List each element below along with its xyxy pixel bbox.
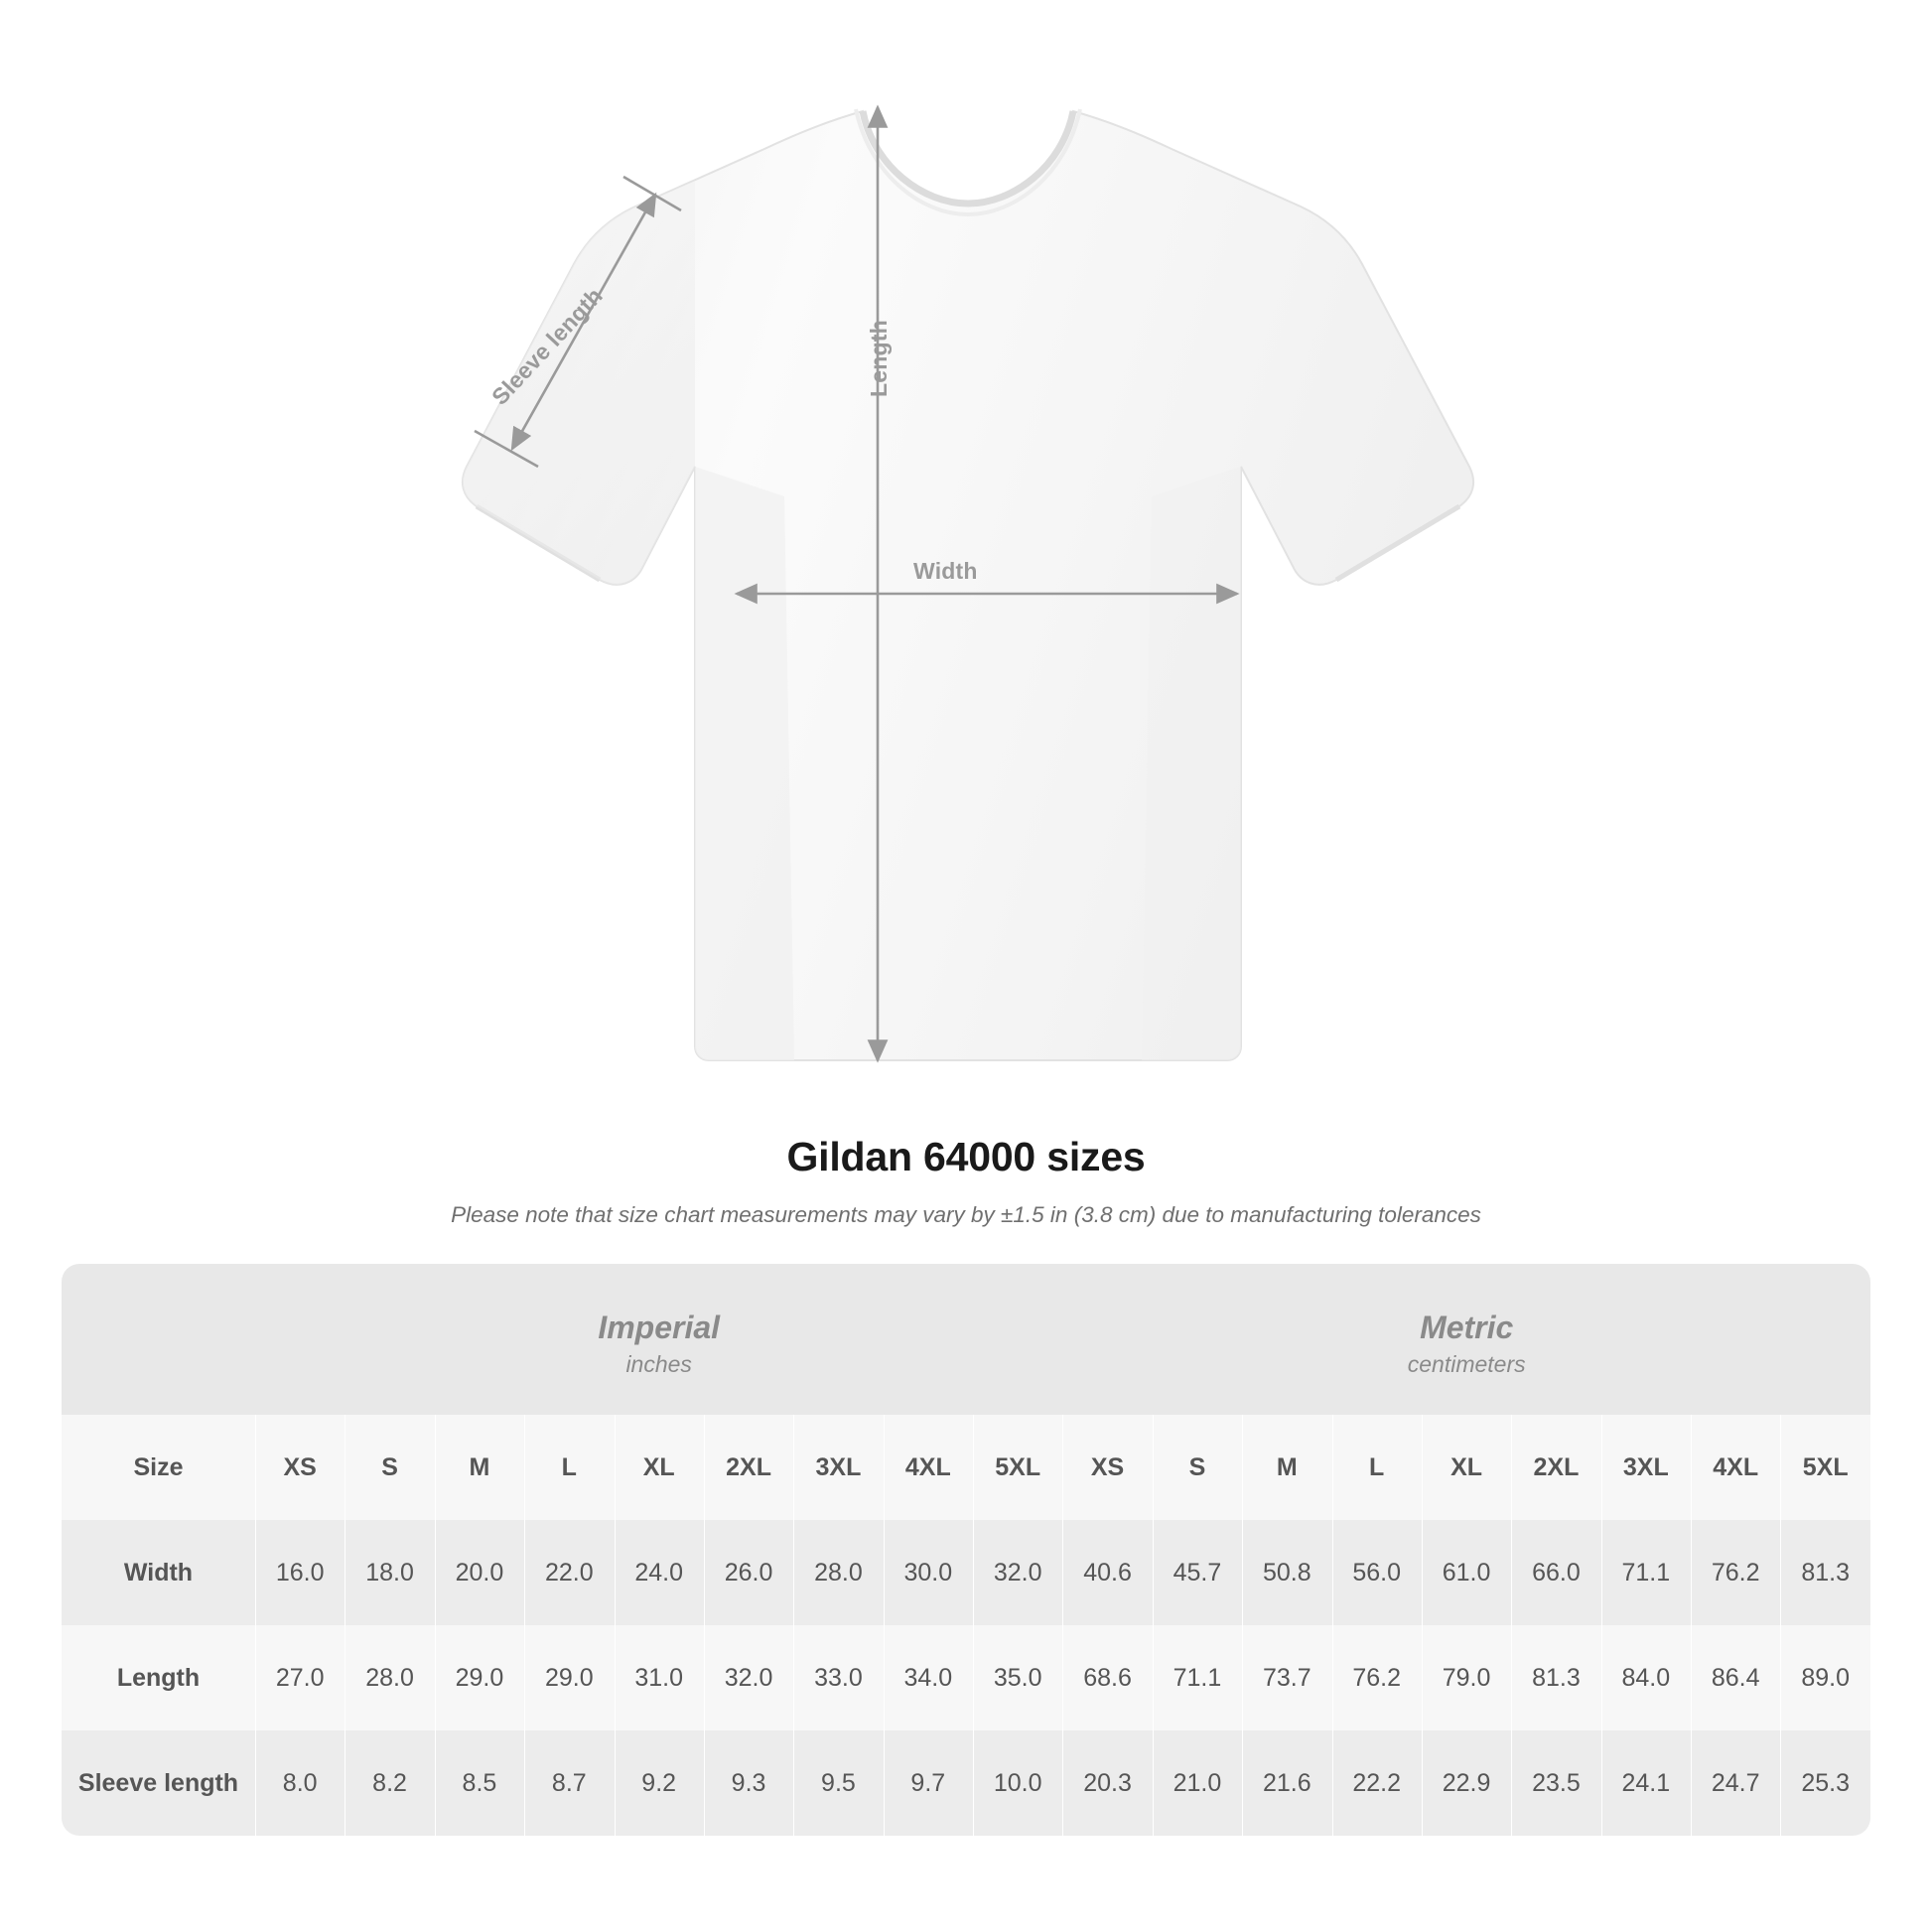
measurement-cell: 89.0 — [1780, 1625, 1870, 1730]
measurement-cell: 9.5 — [793, 1730, 883, 1836]
length-label: Length — [866, 320, 892, 397]
size-header-cell: S — [1153, 1415, 1242, 1520]
size-header-cell: L — [524, 1415, 614, 1520]
measurement-cell: 61.0 — [1422, 1520, 1511, 1625]
sleeve-length-label: Sleeve length — [486, 282, 608, 410]
size-header-cell: 2XL — [1511, 1415, 1600, 1520]
size-header-cell: 2XL — [704, 1415, 793, 1520]
tshirt-body-shape — [463, 109, 1473, 1060]
measurement-cell: 40.6 — [1062, 1520, 1152, 1625]
size-header-cell: 3XL — [1601, 1415, 1691, 1520]
size-header-cell: XL — [1422, 1415, 1511, 1520]
measurement-cell: 26.0 — [704, 1520, 793, 1625]
row-label: Width — [62, 1520, 255, 1625]
measurement-cell: 22.9 — [1422, 1730, 1511, 1836]
measurement-cell: 20.0 — [435, 1520, 524, 1625]
measurement-cell: 9.2 — [615, 1730, 704, 1836]
measurement-cell: 31.0 — [615, 1625, 704, 1730]
measurement-cell: 25.3 — [1780, 1730, 1870, 1836]
measurement-cell: 28.0 — [793, 1520, 883, 1625]
measurement-cell: 23.5 — [1511, 1730, 1600, 1836]
measurement-cell: 86.4 — [1691, 1625, 1780, 1730]
tolerance-note: Please note that size chart measurements may vary by ±1.5 in (3.8 cm) due to manufacturing tolerances — [451, 1202, 1481, 1227]
measurement-cell: 24.0 — [615, 1520, 704, 1625]
size-header-cell: M — [435, 1415, 524, 1520]
page-title: Gildan 64000 sizes — [786, 1134, 1146, 1179]
row-label: Length — [62, 1625, 255, 1730]
unit-header-row — [62, 1264, 1870, 1415]
measurement-cell: 24.1 — [1601, 1730, 1691, 1836]
table-row — [62, 1625, 1870, 1730]
measurement-cell: 8.0 — [255, 1730, 345, 1836]
measurement-cell: 30.0 — [884, 1520, 973, 1625]
measurement-cell: 24.7 — [1691, 1730, 1780, 1836]
size-header-cell: 5XL — [973, 1415, 1062, 1520]
width-label: Width — [913, 558, 978, 584]
measurement-cell: 71.1 — [1601, 1520, 1691, 1625]
measurement-cell: 81.3 — [1511, 1625, 1600, 1730]
measurement-cell: 16.0 — [255, 1520, 345, 1625]
size-header-cell: XS — [255, 1415, 345, 1520]
size-header-cell: 4XL — [884, 1415, 973, 1520]
size-header-row — [62, 1415, 1870, 1520]
size-header-cell: M — [1242, 1415, 1331, 1520]
table-row — [62, 1520, 1870, 1625]
measurement-cell: 9.3 — [704, 1730, 793, 1836]
title-block — [0, 1134, 1932, 1228]
measurement-cell: 21.6 — [1242, 1730, 1331, 1836]
measurement-cell: 79.0 — [1422, 1625, 1511, 1730]
measurement-cell: 66.0 — [1511, 1520, 1600, 1625]
measurement-cell: 32.0 — [973, 1520, 1062, 1625]
measurement-cell: 18.0 — [345, 1520, 434, 1625]
measurement-cell: 73.7 — [1242, 1625, 1331, 1730]
size-header-cell: XS — [1062, 1415, 1152, 1520]
measurement-cell: 27.0 — [255, 1625, 345, 1730]
measurement-cell: 45.7 — [1153, 1520, 1242, 1625]
measurement-cell: 9.7 — [884, 1730, 973, 1836]
size-header-cell: 4XL — [1691, 1415, 1780, 1520]
measurement-cell: 50.8 — [1242, 1520, 1331, 1625]
measurement-cell: 20.3 — [1062, 1730, 1152, 1836]
measurement-cell: 29.0 — [435, 1625, 524, 1730]
size-header-cell: 3XL — [793, 1415, 883, 1520]
unit-metric — [1062, 1264, 1870, 1415]
measurement-cell: 29.0 — [524, 1625, 614, 1730]
unit-metric-sub: centimeters — [1407, 1350, 1526, 1377]
measurement-cell: 76.2 — [1332, 1625, 1422, 1730]
measurement-cell: 10.0 — [973, 1730, 1062, 1836]
unit-imperial-name: Imperial — [598, 1309, 721, 1345]
unit-metric-name: Metric — [1420, 1309, 1514, 1345]
size-header-cell: 5XL — [1780, 1415, 1870, 1520]
measurement-cell: 22.0 — [524, 1520, 614, 1625]
size-header-cell: L — [1332, 1415, 1422, 1520]
unit-imperial-sub: inches — [625, 1350, 692, 1377]
measurement-cell: 81.3 — [1780, 1520, 1870, 1625]
measurement-cell: 34.0 — [884, 1625, 973, 1730]
size-corner-label: Size — [62, 1415, 255, 1520]
measurement-cell: 68.6 — [1062, 1625, 1152, 1730]
measurement-cell: 71.1 — [1153, 1625, 1242, 1730]
measurement-cell: 22.2 — [1332, 1730, 1422, 1836]
size-header-cell: S — [345, 1415, 434, 1520]
measurement-cell: 56.0 — [1332, 1520, 1422, 1625]
size-table — [62, 1264, 1870, 1836]
unit-imperial — [255, 1264, 1062, 1415]
size-header-cell: XL — [615, 1415, 704, 1520]
size-table-wrapper — [62, 1264, 1870, 1836]
row-label: Sleeve length — [62, 1730, 255, 1836]
measurement-cell: 32.0 — [704, 1625, 793, 1730]
measurement-cell: 28.0 — [345, 1625, 434, 1730]
measurement-cell: 21.0 — [1153, 1730, 1242, 1836]
measurement-cell: 33.0 — [793, 1625, 883, 1730]
measurement-cell: 35.0 — [973, 1625, 1062, 1730]
measurement-cell: 8.5 — [435, 1730, 524, 1836]
measurement-cell: 84.0 — [1601, 1625, 1691, 1730]
measurement-cell: 8.7 — [524, 1730, 614, 1836]
table-row — [62, 1730, 1870, 1836]
measurement-cell: 76.2 — [1691, 1520, 1780, 1625]
measurement-cell: 8.2 — [345, 1730, 434, 1836]
unit-row-spacer — [62, 1264, 255, 1415]
